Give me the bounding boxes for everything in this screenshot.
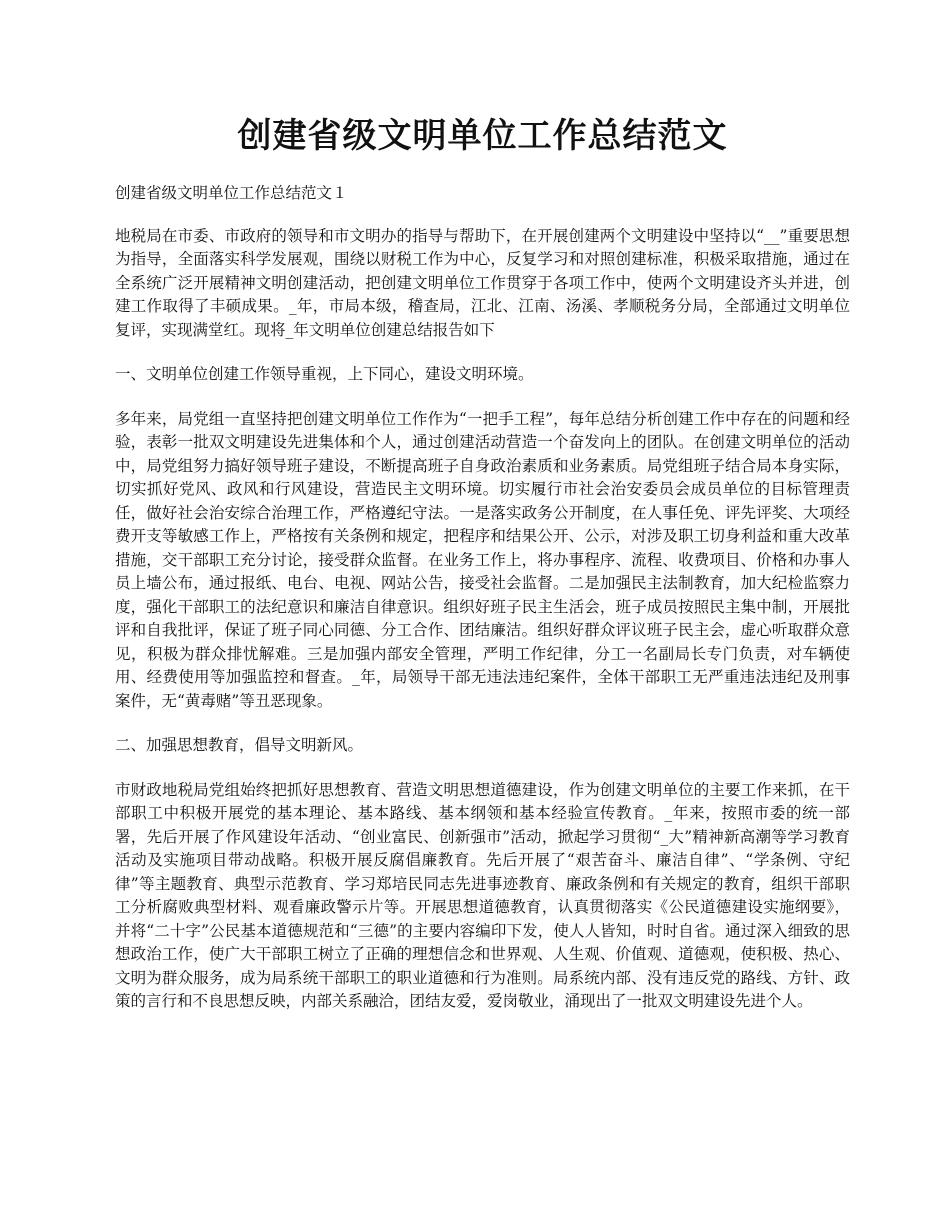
section-heading-2: 二、加强思想教育，倡导文明新风。 — [115, 736, 364, 754]
document-subtitle: 创建省级文明单位工作总结范文１ — [115, 184, 348, 202]
paragraph-section-1: 多年来，局党组一直坚持把创建文明单位工作作为“一把手工程”，每年总结分析创建工作中存在的问题和经验，表彰一批双文明建设先进集体和个人，通过创建活动营造一个奋发向上的团队。在创建文明单位的活动中，局党组努力搞好领导班子建设，不断提高班子自身政治素质和业务素质。局党组班子结合局本身实际，切实抓好党风、政风和行风建设，营造民主文明环境。切实履行市社会治安委员会成员单位的目标管理责任，做好社会治安综合治理工作，严格遵纪守法。一是落实政务公开制度，在人事任免、评先评奖、大项经费开支等敏感工作上，严格按有关条例和规定，把程序和结果公开、公示，对涉及职工切身利益和重大改革措施，交干部职工充分讨论，接受群众监督。在业务工作上，将办事程序、流程、收费项目、价格和办事人员上墙公布，通过报纸、电台、电视、网站公告，接受社会监督。二是加强民主法制教育，加大纪检监察力度，强化干部职工的法纪意识和廉洁自律意识。组织好班子民主生活会，班子成员按照民主集中制，开展批评和自我批评，保证了班子同心同德、分工合作、团结廉洁。组织好群众评议班子民主会，虚心听取群众意见，积极为群众排忧解难。三是加强内部安全管理，严明工作纪律，分工一名副局长专门负责，对车辆使用、经费使用等加强监控和督查。_年，局领导干部无违法违纪案件，全体干部职工无严重违法违纪及刑事案件，无“黄毒赌”等丑恶现象。 — [115, 409, 850, 710]
document-title: 创建省级文明单位工作总结范文 — [237, 116, 728, 156]
document-page — [115, 110, 850, 1035]
paragraph-intro: 地税局在市委、市政府的领导和市文明办的指导与帮助下，在开展创建两个文明建设中坚持以“__”重要思想为指导，全面落实科学发展观，围绕以财税工作为中心，反复学习和对照创建标准，积极采取措施，通过在全系统广泛开展精神文明创建活动，把创建文明单位工作贯穿于各项工作中，使两个文明建设齐头并进，创建工作取得了丰硕成果。_年，市局本级，稽查局，江北、江南、汤溪、孝顺税务分局，全部通过文明单位复评，实现满堂红。现将_年文明单位创建总结报告如下 — [115, 226, 850, 339]
section-heading-1: 一、文明单位创建工作领导重视，上下同心，建设文明环境。 — [115, 365, 534, 383]
paragraph-section-2: 市财政地税局党组始终把抓好思想教育、营造文明思想道德建设，作为创建文明单位的主要工作来抓，在干部职工中积极开展党的基本理论、基本路线、基本纲领和基本经验宣传教育。_年来，按照市委的统一部署，先后开展了作风建设年活动、“创业富民、创新强市”活动，掀起学习贯彻“_大”精神新高潮等学习教育活动及实施项目带动战略。积极开展反腐倡廉教育。先后开展了“艰苦奋斗、廉洁自律”、“学条例、守纪律”等主题教育、典型示范教育、学习郑培民同志先进事迹教育、廉政条例和有关规定的教育，组织干部职工分析腐败典型材料、观看廉政警示片等。开展思想道德教育，认真贯彻落实《公民道德建设实施纲要》，并将“二十字”公民基本道德规范和“三德”的主要内容编印下发，使人人皆知，时时自省。通过深入细致的思想政治工作，使广大干部职工树立了正确的理想信念和世界观、人生观、价值观、道德观，使积极、热心、文明为群众服务，成为局系统干部职工的职业道德和行为准则。局系统内部、没有违反党的路线、方针、政策的言行和不良思想反映，内部关系融洽，团结友爱，爱岗敬业，涌现出了一批双文明建设先进个人。 — [115, 780, 850, 1010]
